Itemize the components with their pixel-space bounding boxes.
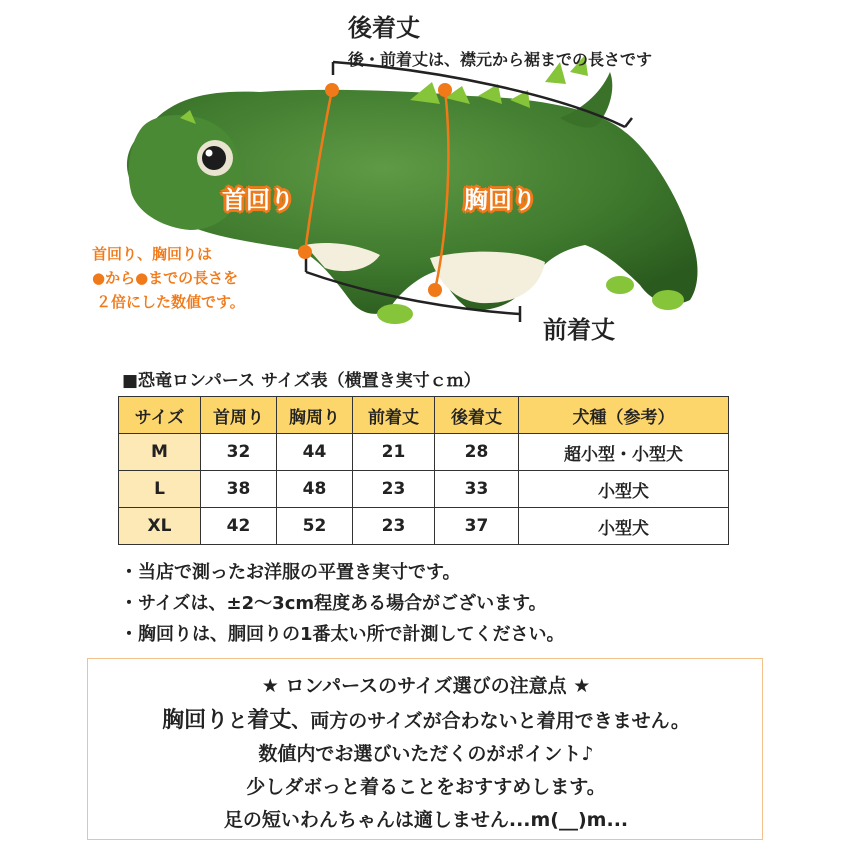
- header-size: サイズ: [119, 397, 201, 434]
- header-chest: 胸周り: [277, 397, 353, 434]
- advice-text: と: [228, 710, 248, 732]
- cell-front-length: 23: [353, 508, 435, 545]
- cell-front-length: 21: [353, 434, 435, 471]
- header-breed: 犬種（参考）: [519, 397, 729, 434]
- cell-neck: 42: [201, 508, 277, 545]
- front-length-label: 前着丈: [543, 316, 615, 344]
- cell-size: XL: [119, 508, 201, 545]
- note-line: 首回り、胸回りは: [92, 245, 213, 263]
- chest-label: 胸回り: [464, 186, 536, 214]
- header-front-length: 前着丈: [353, 397, 435, 434]
- eye-pupil-icon: [202, 146, 226, 170]
- emphasis-chest: 胸回り: [162, 708, 229, 733]
- advice-heading: ★ ロンパースのサイズ選びの注意点 ★: [261, 675, 591, 697]
- advice-line: 数値内でお選びいただくのがポイント♪: [258, 743, 594, 765]
- table-row: [119, 508, 729, 545]
- emphasis-length: 着丈: [247, 708, 292, 733]
- size-table: [118, 396, 729, 545]
- header-back-length: 後着丈: [435, 397, 519, 434]
- cell-back-length: 33: [435, 471, 519, 508]
- cell-chest: 48: [277, 471, 353, 508]
- advice-text: 、両方のサイズが合わないと着用できません。: [291, 710, 690, 732]
- cell-front-length: 23: [353, 471, 435, 508]
- cell-breed: 小型犬: [519, 508, 729, 545]
- advice-box: [87, 658, 763, 840]
- advice-line: 足の短いわんちゃんは適しません...m(__)m...: [223, 809, 629, 831]
- cell-chest: 44: [277, 434, 353, 471]
- table-row: [119, 434, 729, 471]
- cell-neck: 38: [201, 471, 277, 508]
- advice-line: [88, 703, 764, 734]
- back-length-label: 後着丈: [348, 14, 420, 42]
- cell-back-length: 28: [435, 434, 519, 471]
- cell-neck: 32: [201, 434, 277, 471]
- cell-size: M: [119, 434, 201, 471]
- cell-breed: 小型犬: [519, 471, 729, 508]
- cell-breed: 超小型・小型犬: [519, 434, 729, 471]
- cell-back-length: 37: [435, 508, 519, 545]
- table-row: [119, 471, 729, 508]
- table-header-row: [119, 397, 729, 434]
- note-line: ●から●までの長さを: [92, 269, 239, 287]
- note-line: ・胸回りは、胴回りの1番太い所で計測してください。: [120, 624, 565, 645]
- romper-tail: [560, 72, 612, 128]
- back-length-note: 後・前着丈は、襟元から裾までの長さです: [348, 50, 653, 69]
- neck-label: 首回り: [222, 186, 294, 214]
- romper-belly: [430, 252, 545, 304]
- header-neck: 首周り: [201, 397, 277, 434]
- neck-chest-note: [92, 242, 245, 314]
- note-line: ・当店で測ったお洋服の平置き実寸です。: [120, 562, 461, 583]
- cell-size: L: [119, 471, 201, 508]
- note-line: ２倍にした数値です。: [96, 293, 245, 311]
- cell-chest: 52: [277, 508, 353, 545]
- product-illustration: [0, 0, 850, 345]
- note-line: ・サイズは、±2〜3cm程度ある場合がございます。: [120, 593, 547, 614]
- advice-line: 少しダボっと着ることをおすすめします。: [246, 776, 606, 798]
- size-table-title: ■恐竜ロンパース サイズ表（横置き実寸ｃｍ）: [122, 371, 481, 391]
